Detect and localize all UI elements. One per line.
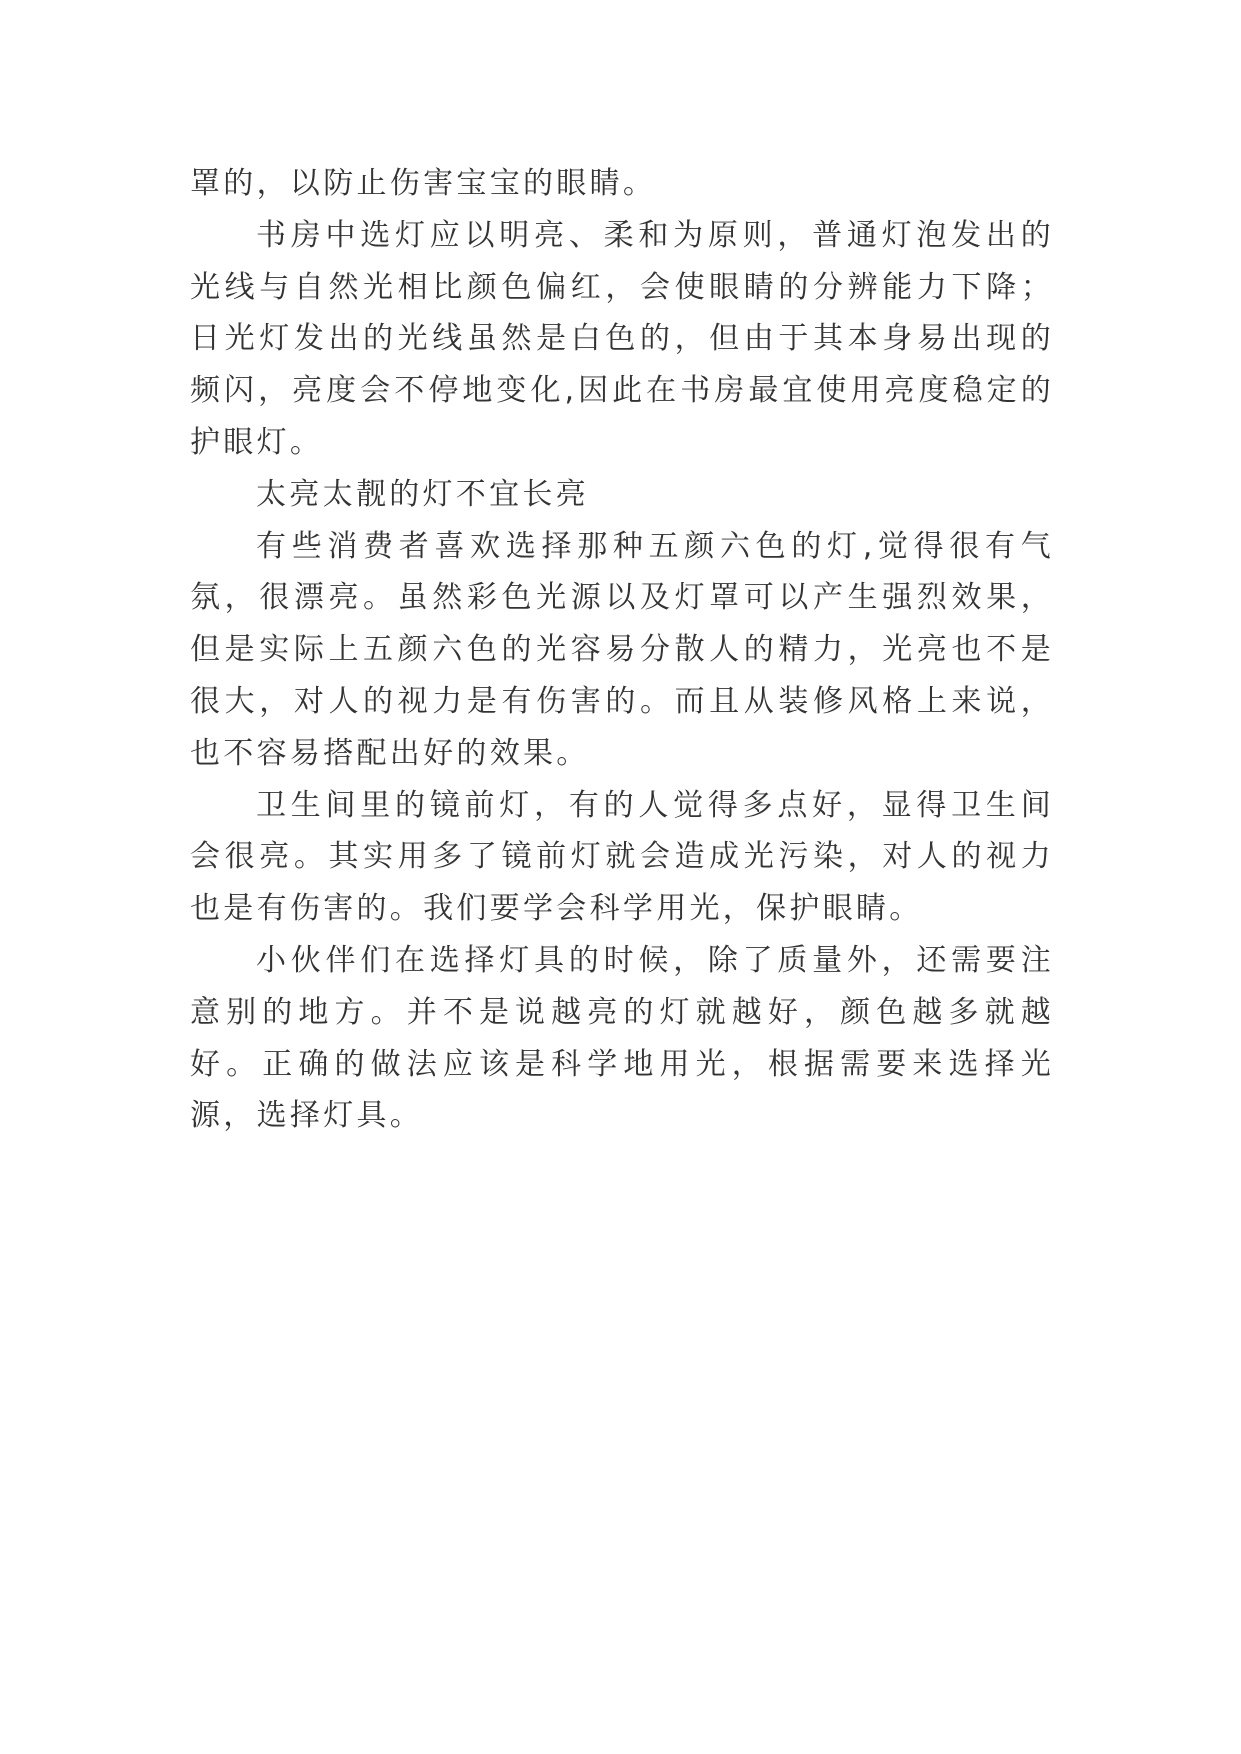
paragraph-bathroom-mirror-lights: 卫生间里的镜前灯，有的人觉得多点好，显得卫生间会很亮。其实用多了镜前灯就会造成光污染，对人的视力也是有伤害的。我们要学会科学用光，保护眼睛。 bbox=[190, 787, 1054, 927]
document-body bbox=[190, 158, 1054, 1142]
section-heading: 太亮太靓的灯不宜长亮 bbox=[256, 476, 589, 512]
paragraph-study-lighting: 书房中选灯应以明亮、柔和为原则，普通灯泡发出的光线与自然光相比颜色偏红，会使眼睛的分辨能力下降；日光灯发出的光线虽然是白色的，但由于其本身易出现的频闪，亮度会不停地变化,因此在书房最宜使用亮度稳定的护眼灯。 bbox=[190, 217, 1054, 460]
paragraph-continuation: 罩的，以防止伤害宝宝的眼睛。 bbox=[190, 166, 657, 201]
paragraph-colorful-lights: 有些消费者喜欢选择那种五颜六色的灯,觉得很有气氛，很漂亮。虽然彩色光源以及灯罩可以产生强烈效果，但是实际上五颜六色的光容易分散人的精力，光亮也不是很大，对人的视力是有伤害的。而且从装修风格上来说，也不容易搭配出好的效果。 bbox=[190, 528, 1054, 771]
paragraph-conclusion: 小伙伴们在选择灯具的时候，除了质量外，还需要注意别的地方。并不是说越亮的灯就越好，颜色越多就越好。正确的做法应该是科学地用光，根据需要来选择光源，选择灯具。 bbox=[190, 942, 1054, 1134]
